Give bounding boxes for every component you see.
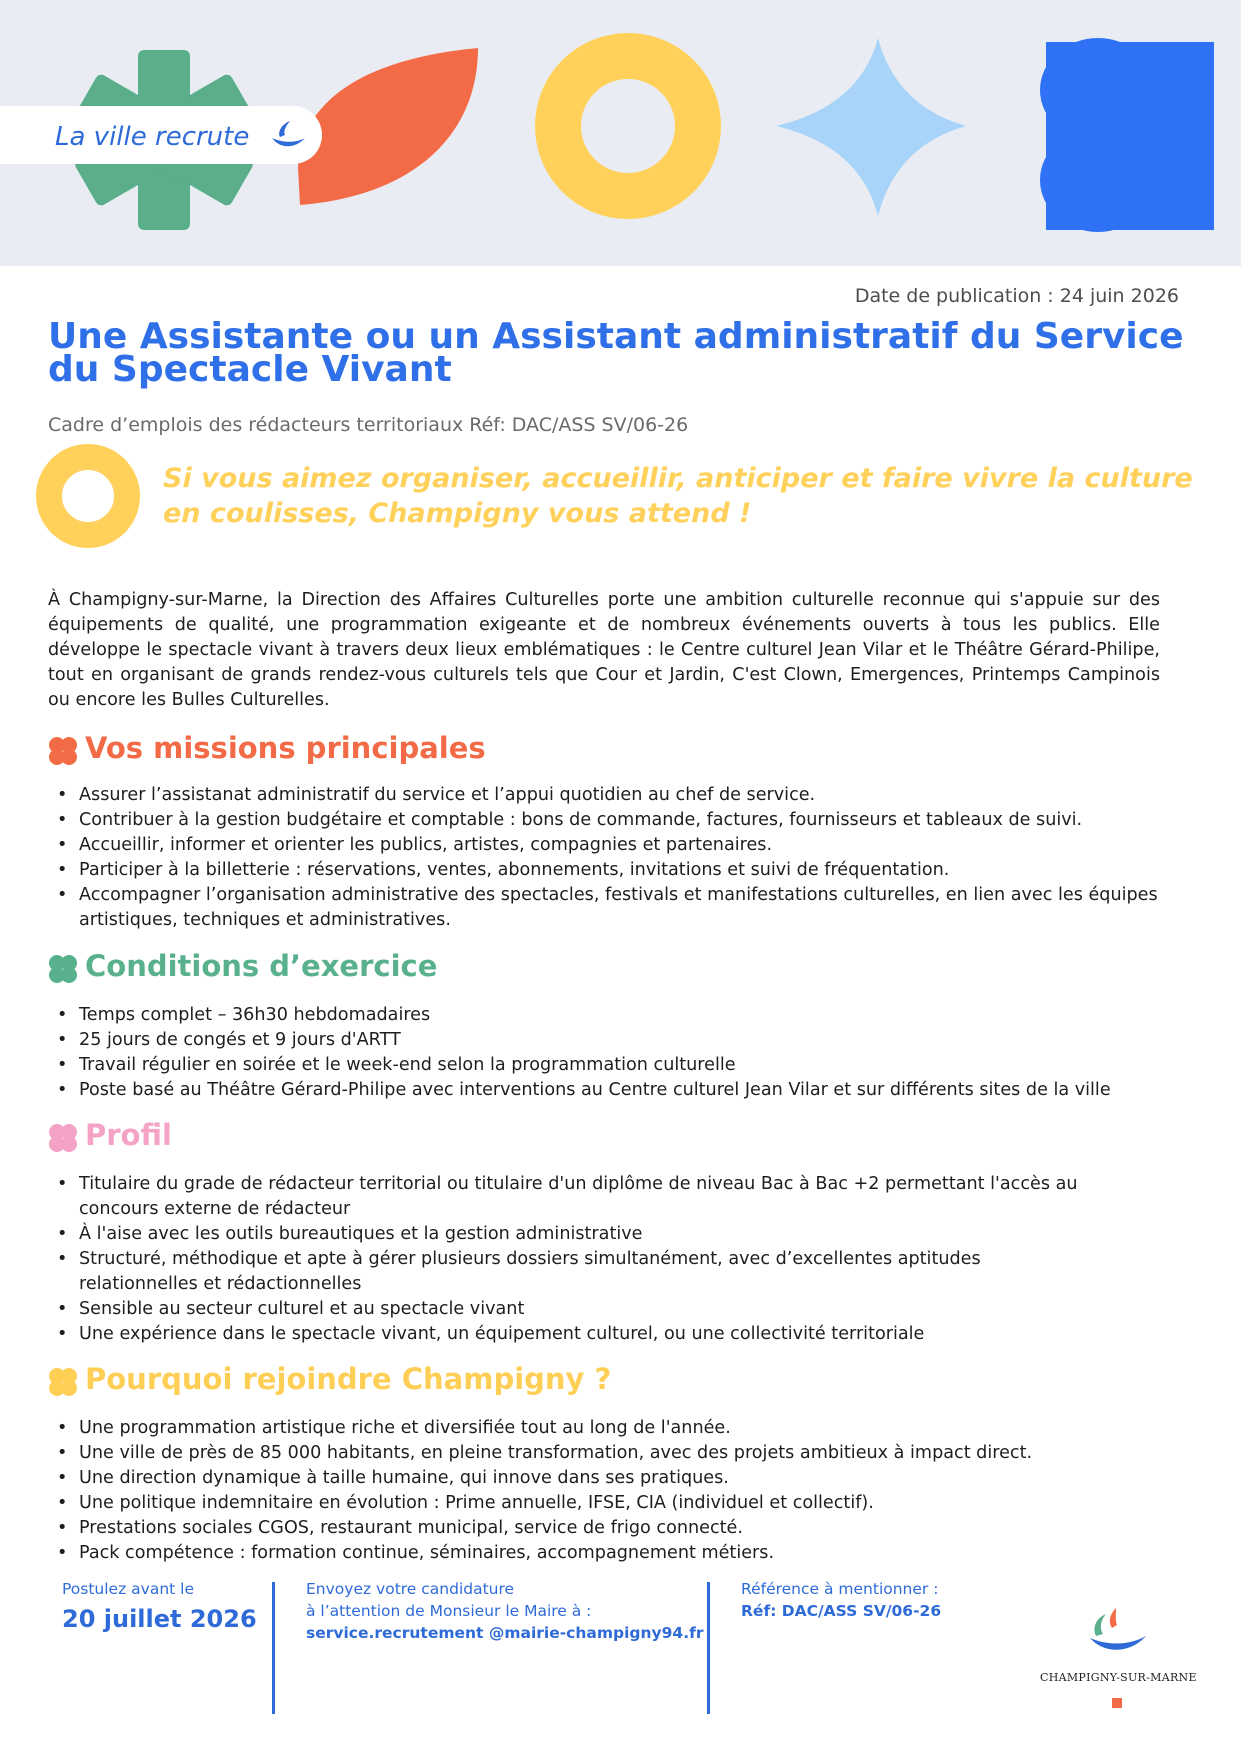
- conditions-list: [48, 1003, 1198, 1103]
- orange-flower-icon: [48, 736, 78, 766]
- list-item: • Prestations sociales CGOS, restaurant municipal, service de frigo connecté.: [48, 1516, 1198, 1541]
- divider: [707, 1582, 710, 1714]
- green-flower-icon: [48, 954, 78, 984]
- send-application-block: [306, 1578, 703, 1644]
- list-item: • Une programmation artistique riche et diversifiée tout au long de l'année.: [48, 1416, 1198, 1441]
- job-title: Une Assistante ou un Assistant administratif du Service du Spectacle Vivant: [48, 316, 1184, 390]
- la-ville-recrute-badge: [0, 106, 322, 164]
- yellow-flower-icon: [48, 1367, 78, 1397]
- list-item: • À l'aise avec les outils bureautiques et la gestion administrative: [48, 1222, 1078, 1247]
- list-item: • Accompagner l’organisation administrative des spectacles, festivals et manifestations culturelles, en lien avec les équipes artistiques, techniques et administratives.: [48, 883, 1198, 933]
- recruitment-email-link[interactable]: service.recrutement @mairie-champigny94.fr: [306, 1624, 704, 1642]
- footer: [0, 1578, 1241, 1755]
- pourquoi-list: [48, 1416, 1198, 1566]
- publication-date: Date de publication : 24 juin 2026: [854, 285, 1179, 307]
- list-item: • Travail régulier en soirée et le week-end selon la programmation culturelle: [48, 1053, 1198, 1078]
- light-blue-star-icon: [776, 38, 966, 216]
- missions-list: [48, 783, 1198, 933]
- header-banner: [0, 0, 1241, 266]
- send-line-2: à l’attention de Monsieur le Maire à :: [306, 1602, 592, 1620]
- badge-text: La ville recrute: [55, 122, 250, 152]
- reference-label: Référence à mentionner :: [741, 1580, 939, 1598]
- champigny-city-logo-icon: [1086, 1604, 1150, 1660]
- list-item: • Une politique indemnitaire en évolution : Prime annuelle, IFSE, CIA (individuel et collectif).: [48, 1491, 1198, 1516]
- yellow-ring-icon: [558, 56, 698, 196]
- apply-label: Postulez avant le: [62, 1580, 194, 1598]
- reference-block: [741, 1578, 941, 1622]
- champigny-logo-icon: [268, 118, 308, 152]
- list-item: • Temps complet – 36h30 hebdomadaires: [48, 1003, 1198, 1028]
- city-logo-text: CHAMPIGNY-SUR-MARNE: [1040, 1671, 1197, 1684]
- list-item: • Accueillir, informer et orienter les publics, artistes, compagnies et partenaires.: [48, 833, 1198, 858]
- list-item: • Une ville de près de 85 000 habitants, en pleine transformation, avec des projets ambitieux à impact direct.: [48, 1441, 1198, 1466]
- pink-flower-icon: [48, 1123, 78, 1153]
- orange-leaf-icon: [298, 48, 478, 205]
- job-subtitle: Cadre d’emplois des rédacteurs territoriaux Réf: DAC/ASS SV/06-26: [48, 414, 689, 436]
- list-item: • 25 jours de congés et 9 jours d'ARTT: [48, 1028, 1198, 1053]
- profil-list: [48, 1172, 1078, 1347]
- list-item: • Titulaire du grade de rédacteur territorial ou titulaire d'un diplôme de niveau Bac à Bac +2 permettant l'accès au concours externe de rédacteur: [48, 1172, 1078, 1222]
- list-item: • Structuré, méthodique et apte à gérer plusieurs dossiers simultanément, avec d’excellentes aptitudes relationnelles et rédactionnelles: [48, 1247, 1078, 1297]
- list-item: • Assurer l’assistanat administratif du service et l’appui quotidien au chef de service.: [48, 783, 1198, 808]
- hook-text: Si vous aimez organiser, accueillir, anticiper et faire vivre la culture en coulisses, Champigny vous attend !: [163, 463, 1193, 529]
- yellow-ring-icon: [36, 444, 140, 548]
- send-line-1: Envoyez votre candidature: [306, 1580, 515, 1598]
- reference-value: Réf: DAC/ASS SV/06-26: [741, 1602, 942, 1620]
- list-item: • Participer à la billetterie : réservations, ventes, abonnements, invitations et suivi de fréquentation.: [48, 858, 1198, 883]
- job-offer-page: La ville recrute Date de publication : 24 juin 2026 Une Assistante ou un Assistant administratif du Service du Spectacle Vivant Cadre d’emplois des rédacteurs territoriaux Réf: DAC/ASS SV/06-26 Si vous aimez organiser, accueillir, anticiper et faire vivre la culture en coulisses, Champigny vous attend ! À Champigny-sur-Marne, la Direction des Affaires Culturelles porte une ambition culturelle reconnue qui s'appuie sur des équipements de qualité, une programmation exigeante et de nombreux événements ouverts à tous les publics. Elle développe le spectacle vivant à travers deux lieux emblématiques : le Centre culturel Jean Vilar et le Théâtre Gérard-Philipe, tout en organisant de grands rendez-vous culturels tels que Cour et Jardin, C'est Clown, Emergences, Printemps Campinois ou encore les Bulles Culturelles. Vos missions principales • Assurer l’assistanat administratif du service et l’appui quotidien au chef de service. • Contribuer à la gestion budgétaire et comptable : bons de commande, factures, fournisseurs et tableaux de suivi. • Accueillir, informer et orienter les publics, artistes, compagnies et partenaires. • Participer à la billetterie : réservations, ventes, abonnements, invitations et suivi de fréquentation. • Accompagner l’organisation administrative des spectacles, festivals et manifestations culturelles, en lien avec les équipes artistiques, techniques et administratives. Conditions d’exercice • Temps complet – 36h30 hebdomadaires • 25 jours de congés et 9 jours d'ARTT • Travail régulier en soirée et le week-end selon la programmation culturelle • Poste basé au Théâtre Gérard-Philipe avec interventions au Centre culturel Jean Vilar et sur différents sites de la ville Profil • Titulaire du grade de rédacteur territorial ou titulaire d'un diplôme de niveau Bac à Bac +2 permettant l'accès au concours externe de rédacteur • À l'aise avec les outils bureautiques et la gestion administrative • Structuré, méthodique et apte à gérer plusieurs dossiers simultanément, avec d’excellentes aptitudes relationnelles et rédactionnelles • Sensible au secteur culturel et au spectacle vivant • Une expérience dans le spectacle vivant, un équipement culturel, ou une collectivité territoriale Pourquoi rejoindre Champigny ? • Une programmation artistique riche et diversifiée tout au long de l'année. • Une ville de près de 85 000 habitants, en pleine transformation, avec des projets ambitieux à impact direct. • Une direction dynamique à taille humaine, qui innove dans ses pratiques. • Une politique indemnitaire en évolution : Prime annuelle, IFSE, CIA (individuel et collectif). • Prestations sociales CGOS, restaurant municipal, service de frigo connecté. • Pack compétence : formation continue, séminaires, accompagnement métiers. Postulez avant le 20 juillet 2026 Envoyez votre candidature à l’attention de Monsieur le Maire à : service.recrutement @mairie-champigny94.fr Référence à mentionner : Réf: DAC/ASS SV/06-26 CHAMPIGNY-SUR-MARNE: [0, 0, 1241, 1755]
- intro-paragraph: À Champigny-sur-Marne, la Direction des Affaires Culturelles porte une ambition culturelle reconnue qui s'appuie sur des équipements de qualité, une programmation exigeante et de nombreux événements ouverts à tous les publics. Elle développe le spectacle vivant à travers deux lieux emblématiques : le Centre culturel Jean Vilar et le Théâtre Gérard-Philipe, tout en organisant de grands rendez-vous culturels tels que Cour et Jardin, C'est Clown, Emergences, Printemps Campinois ou encore les Bulles Culturelles.: [48, 590, 1160, 710]
- divider: [272, 1582, 275, 1714]
- list-item: • Une expérience dans le spectacle vivant, un équipement culturel, ou une collectivité territoriale: [48, 1322, 1078, 1347]
- logo-square: [1112, 1698, 1122, 1708]
- blue-b-shape-icon: [1040, 38, 1214, 232]
- list-item: • Poste basé au Théâtre Gérard-Philipe avec interventions au Centre culturel Jean Vilar et sur différents sites de la ville: [48, 1078, 1198, 1103]
- list-item: • Contribuer à la gestion budgétaire et comptable : bons de commande, factures, fournisseurs et tableaux de suivi.: [48, 808, 1198, 833]
- list-item: • Sensible au secteur culturel et au spectacle vivant: [48, 1297, 1078, 1322]
- apply-deadline-block: [62, 1578, 257, 1636]
- list-item: • Pack compétence : formation continue, séminaires, accompagnement métiers.: [48, 1541, 1198, 1566]
- apply-date: 20 juillet 2026: [62, 1605, 257, 1633]
- list-item: • Une direction dynamique à taille humaine, qui innove dans ses pratiques.: [48, 1466, 1198, 1491]
